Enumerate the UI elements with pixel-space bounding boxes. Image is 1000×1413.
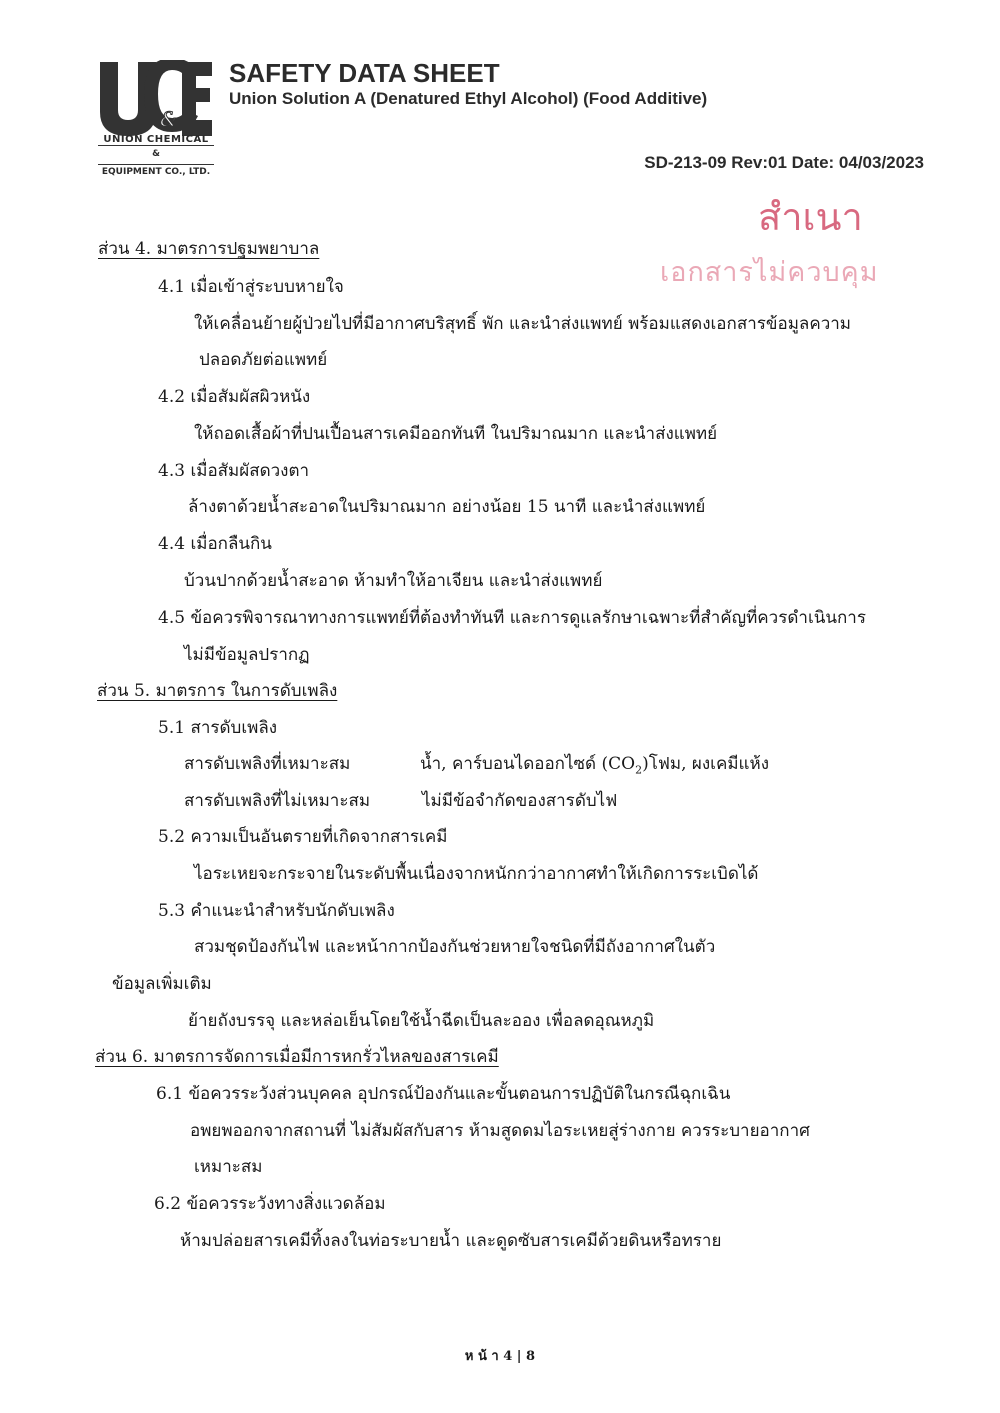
section-4-1-text-1: ให้เคลื่อนย้ายผู้ป่วยไปที่มีอากาศบริสุทธิ์ พัก และนำส่งแพทย์ พร้อมแสดงเอกสารข้อมูลความ (194, 314, 851, 334)
uce-logo-mark (98, 60, 214, 140)
company-logo (98, 60, 214, 178)
page-number: ห น้ า 4 | 8 (464, 1349, 536, 1364)
additional-info-title: ข้อมูลเพิ่มเติม (112, 974, 212, 994)
uncontrolled-doc-stamp: เอกสารไม่ควบคุม (660, 257, 879, 288)
document-code: SD-213-09 Rev:01 Date: 04/03/2023 (644, 153, 924, 172)
copy-stamp: สำเนา (758, 195, 863, 239)
section-5-2-text: ไอระเหยจะกระจายในระดับพื้นเนื่องจากหนักกว่าอากาศทำให้เกิดการระเบิดได้ (194, 864, 759, 884)
section-4-2-title: 4.2 เมื่อสัมผัสผิวหนัง (158, 387, 311, 407)
section-4-5-text: ไม่มีข้อมูลปรากฏ (184, 645, 310, 665)
document-subtitle: Union Solution A (Denatured Ethyl Alcohol) (Food Additive) (229, 89, 708, 108)
section-5-2-title: 5.2 ความเป็นอันตรายที่เกิดจากสารเคมี (158, 827, 448, 847)
suitable-media-value: น้ำ, คาร์บอนไดออกไซด์ $(CO_2)$โฟม, ผงเคมีแห้ง (420, 754, 769, 777)
svg-text:&: & (160, 107, 178, 131)
section-4-3-title: 4.3 เมื่อสัมผัสดวงตา (158, 461, 310, 481)
section-6-title: ส่วน 6. มาตรการจัดการเมื่อมีการหกรั่วไหลของสารเคมี (95, 1047, 499, 1067)
suitable-media-label: สารดับเพลิงที่เหมาะสม (184, 754, 351, 774)
document-title: SAFETY DATA SHEET (229, 58, 500, 88)
section-4-3-text: ล้างตาด้วยน้ำสะอาดในปริมาณมาก อย่างน้อย 15 นาที และนำส่งแพทย์ (188, 497, 706, 517)
section-6-2-title: 6.2 ข้อควรระวังทางสิ่งแวดล้อม (154, 1194, 386, 1214)
section-6-2-text: ห้ามปล่อยสารเคมีทิ้งลงในท่อระบายน้ำ และดูดซับสารเคมีด้วยดินหรือทราย (180, 1231, 722, 1251)
additional-info-text: ย้ายถังบรรจุ และหล่อเย็นโดยใช้น้ำฉีดเป็นละออง เพื่อลดอุณหภูมิ (188, 1011, 655, 1031)
section-4-1-text-2: ปลอดภัยต่อแพทย์ (199, 350, 328, 370)
section-4-4-text: บ้วนปากด้วยน้ำสะอาด ห้ามทำให้อาเจียน และนำส่งแพทย์ (184, 571, 603, 591)
section-4-4-title: 4.4 เมื่อกลืนกิน (158, 534, 272, 554)
section-4-2-text: ให้ถอดเสื้อผ้าที่ปนเปื้อนสารเคมีออกทันที ในปริมาณมาก และนำส่งแพทย์ (194, 424, 718, 444)
logo-line-ampersand: & (152, 149, 160, 159)
section-6-1-text-2: เหมาะสม (194, 1157, 263, 1177)
logo-line-union: UNION CHEMICAL (98, 134, 214, 146)
section-5-3-title: 5.3 คำแนะนำสำหรับนักดับเพลิง (158, 901, 395, 921)
section-4-title: ส่วน 4. มาตรการปฐมพยาบาล (98, 239, 320, 259)
logo-line-equipment: EQUIPMENT CO., LTD. (98, 164, 214, 177)
section-4-1-title: 4.1 เมื่อเข้าสู่ระบบหายใจ (158, 277, 344, 297)
section-5-1-title: 5.1 สารดับเพลิง (158, 718, 278, 738)
section-4-5-title: 4.5 ข้อควรพิจารณาทางการแพทย์ที่ต้องทำทันที และการดูแลรักษาเฉพาะที่สำคัญที่ควรดำเนินการ (158, 608, 866, 628)
unsuitable-media-label: สารดับเพลิงที่ไม่เหมาะสม (184, 791, 371, 811)
section-5-3-text: สวมชุดป้องกันไฟ และหน้ากากป้องกันช่วยหายใจชนิดที่มีถังอากาศในตัว (194, 937, 716, 957)
section-6-1-title: 6.1 ข้อควรระวังส่วนบุคคล อุปกรณ์ป้องกันและขั้นตอนการปฏิบัติในกรณีฉุกเฉิน (156, 1084, 731, 1104)
section-5-title: ส่วน 5. มาตรการ ในการดับเพลิง (97, 681, 338, 701)
unsuitable-media-value: ไม่มีข้อจำกัดของสารดับไฟ (422, 791, 618, 811)
section-6-1-text-1: อพยพออกจากสถานที่ ไม่สัมผัสกับสาร ห้ามสูดดมไอระเหยสู่ร่างกาย ควรระบายอากาศ (190, 1121, 810, 1141)
